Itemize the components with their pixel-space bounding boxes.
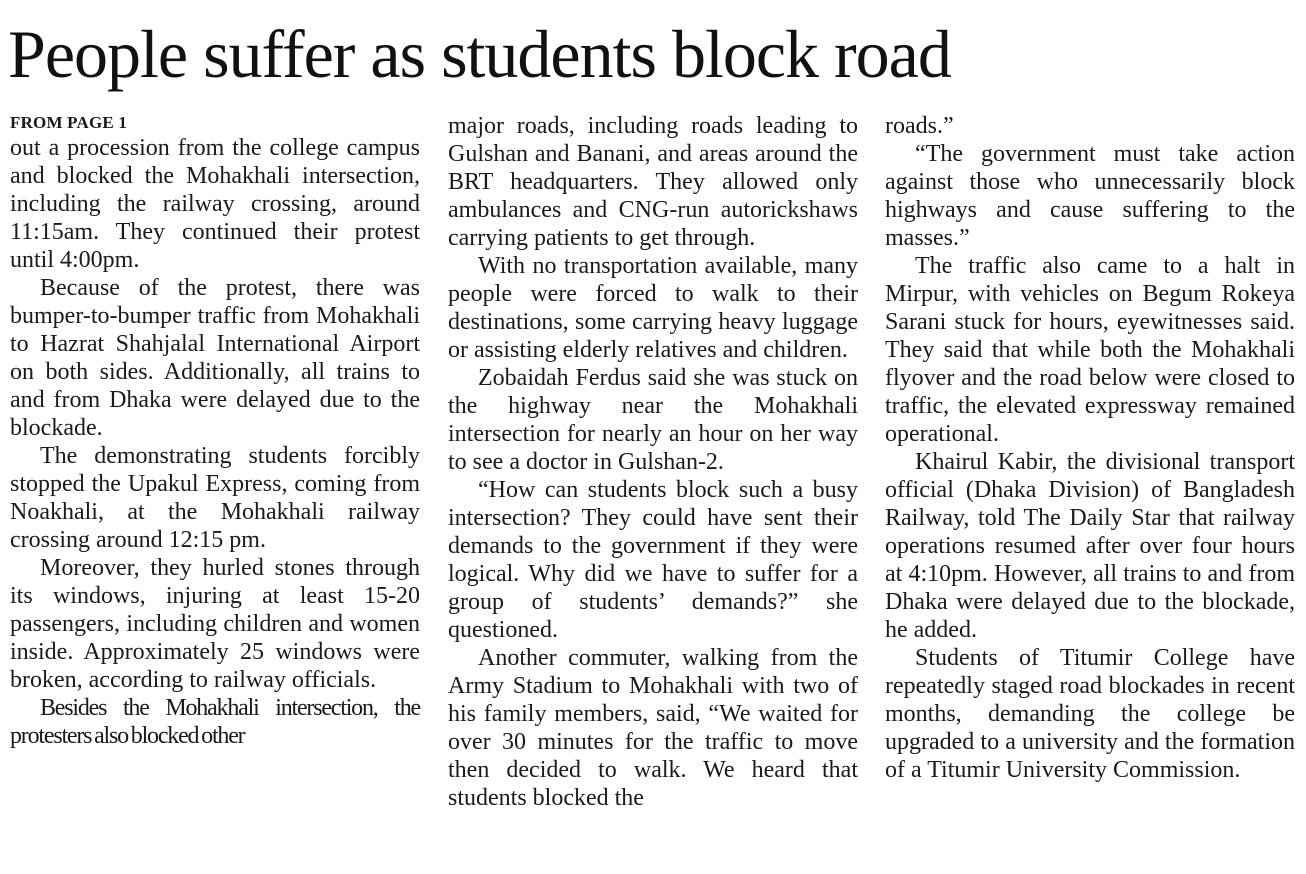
paragraph: Zobaidah Ferdus said she was stuck on the highway near the Mohakhali intersection for nearly an hour on her way to see a doctor in Gulshan-2. bbox=[448, 365, 858, 475]
article-column-3 bbox=[885, 108, 1295, 784]
paragraph: “How can students block such a busy intersection? They could have sent their demands to the government if they were logical. Why did we have to suffer for a group of students’ demands?” she questioned. bbox=[448, 477, 858, 643]
article-column-2 bbox=[448, 108, 858, 812]
paragraph: With no transportation available, many people were forced to walk to their destinations, some carrying heavy luggage or assisting elderly relatives and children. bbox=[448, 253, 858, 363]
paragraph: Besides the Mohakhali intersection, the protesters also blocked other bbox=[10, 695, 420, 749]
continuation-kicker: FROM PAGE 1 bbox=[10, 113, 128, 132]
paragraph: The demonstrating students forcibly stopped the Upakul Express, coming from Noakhali, at the Mohakhali railway crossing around 12:15 pm. bbox=[10, 443, 420, 553]
paragraph: Because of the protest, there was bumper-to-bumper traffic from Mohakhali to Hazrat Shahjalal International Airport on both sides. Additionally, all trains to and from Dhaka were delayed due to the blockade. bbox=[10, 275, 420, 441]
paragraph: Another commuter, walking from the Army Stadium to Mohakhali with two of his family members, said, “We waited for over 30 minutes for the traffic to move then decided to walk. We heard that students blocked the bbox=[448, 645, 858, 811]
paragraph: major roads, including roads leading to Gulshan and Banani, and areas around the BRT headquarters. They allowed only ambulances and CNG-run autorickshaws carrying patients to get through. bbox=[448, 113, 858, 251]
paragraph: The traffic also came to a halt in Mirpur, with vehicles on Begum Rokeya Sarani stuck for hours, eyewitnesses said. They said that while both the Mohakhali flyover and the road below were closed to traffic, the elevated expressway remained operational. bbox=[885, 253, 1295, 447]
paragraph: roads.” bbox=[885, 113, 954, 139]
paragraph: out a procession from the college campus and blocked the Mohakhali intersection, including the railway crossing, around 11:15am. They continued their protest until 4:00pm. bbox=[10, 135, 420, 273]
paragraph: Moreover, they hurled stones through its windows, injuring at least 15-20 passengers, including children and women inside. Approximately 25 windows were broken, according to railway officials. bbox=[10, 555, 420, 693]
paragraph: Khairul Kabir, the divisional transport official (Dhaka Division) of Bangladesh Railway, told The Daily Star that railway operations resumed after over four hours at 4:10pm. However, all trains to and from Dhaka were delayed due to the blockade, he added. bbox=[885, 449, 1295, 643]
headline: People suffer as students block road bbox=[8, 16, 951, 92]
article-column-1 bbox=[10, 108, 420, 750]
paragraph: “The government must take action against those who unnecessarily block highways and cause suffering to the masses.” bbox=[885, 141, 1295, 251]
paragraph: Students of Titumir College have repeatedly staged road blockades in recent months, demanding the college be upgraded to a university and the formation of a Titumir University Commission. bbox=[885, 645, 1295, 783]
